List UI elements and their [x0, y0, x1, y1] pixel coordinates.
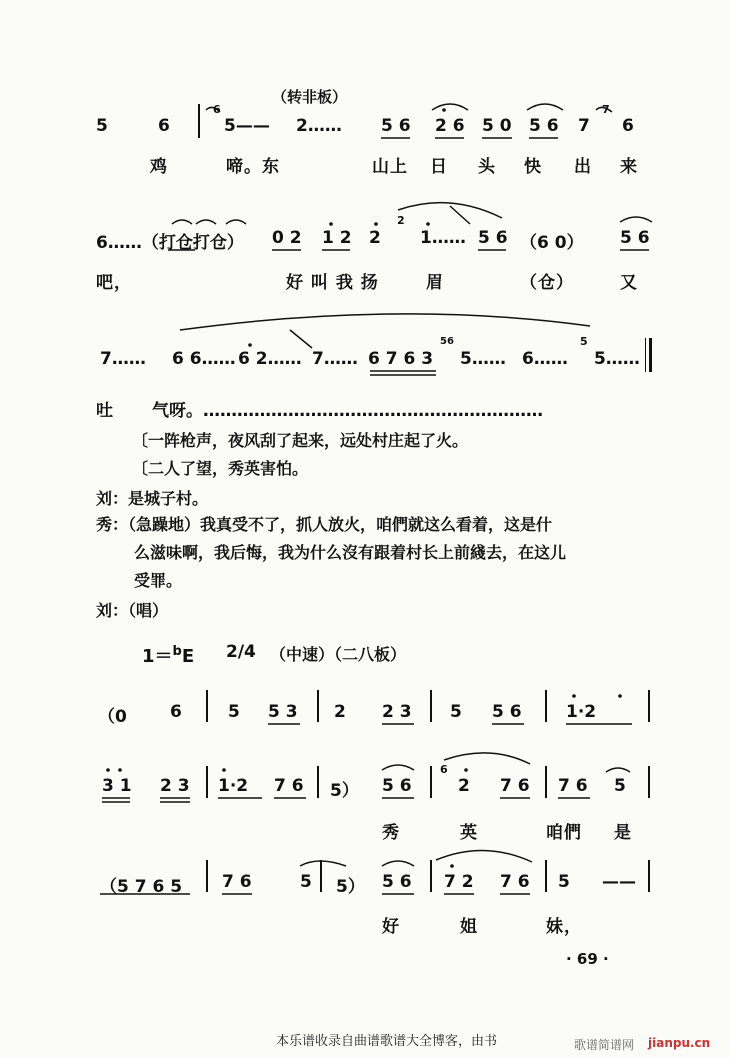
lyric-r5-3: 咱們 [546, 823, 582, 843]
note-r5-5: 5） [330, 781, 359, 801]
grace-note-r3-a: 56 [440, 336, 454, 347]
tempo-banshi: （中速）（二八板） [270, 645, 407, 664]
dialogue-liu-1: 刘：是城子村。 [96, 489, 209, 508]
dialogue-xiu-1c: 受罪。 [134, 571, 183, 590]
note-r4-8: 5 6 [492, 702, 522, 722]
slur [432, 104, 468, 110]
stage-direction-1: 〔一阵枪声，夜风刮了起来，远处村庄起了火。 [132, 431, 469, 450]
note-r4-1: （0 [98, 707, 127, 727]
lyric-r2-5: 又 [620, 273, 638, 293]
grace-note-r5: 6 [440, 763, 448, 776]
note-r1-2: 6 [158, 116, 170, 136]
note-r5-1: 3 1 [102, 776, 132, 796]
note-r5-4: 7 6 [274, 776, 304, 796]
grace-note-r1-a: 6 [213, 103, 221, 116]
lyric-r1-1: 鸡 [150, 157, 168, 177]
lyric-r3-2: 气呀。…………………………………………………… [152, 401, 543, 421]
note-r2-2: 0 2 [272, 228, 302, 248]
note-r6-1: （5 7 6 5 [100, 877, 183, 897]
note-r4-3: 5 [228, 702, 240, 722]
note-r3-6: 5…… [460, 349, 506, 369]
note-r1-7: 5 0 [482, 116, 512, 136]
note-r4-6: 2 3 [382, 702, 412, 722]
note-r3-3: 6 2…… [238, 349, 302, 369]
lyric-r1-8: 来 [620, 157, 638, 177]
note-r3-1: 7…… [100, 349, 146, 369]
note-r5-6: 5 6 [382, 776, 412, 796]
note-r2-4: 2 [369, 228, 381, 248]
note-r5-3: 1·2 [218, 776, 249, 796]
lyric-r1-3: 山上 [372, 157, 408, 177]
note-r4-4: 5 3 [268, 702, 298, 722]
page-number: · 69 · [566, 950, 609, 968]
watermark-site-url: jianpu.cn [648, 1036, 711, 1050]
lyric-r5-1: 秀 [382, 823, 400, 843]
lyric-r2-2: 好 叫 我 扬 [286, 273, 379, 293]
note-r5-7: 2 [458, 776, 470, 796]
note-r3-2: 6 6…… [172, 349, 236, 369]
note-r2-1: 6……（打仓打仓） [96, 233, 244, 253]
lyric-r5-2: 英 [460, 823, 478, 843]
note-r6-7: 7 6 [500, 872, 530, 892]
note-r6-3: 5 [300, 872, 312, 892]
note-r3-5: 6 7 6 3 [368, 349, 434, 369]
lyric-r1-6: 快 [524, 157, 542, 177]
note-r5-10: 5 [614, 776, 626, 796]
grace-note-r2: 2 [397, 214, 405, 227]
lyric-r2-4: （仓） [520, 273, 574, 293]
key-note: E [181, 646, 195, 667]
lyric-r3-1: 吐 [96, 401, 114, 421]
note-r4-9: 1·2 [566, 702, 597, 722]
dialogue-xiu-1a: 秀：（急躁地）我真受不了，抓人放火，咱們就这么看着，这是什 [96, 515, 553, 534]
note-r5-2: 2 3 [160, 776, 190, 796]
octave-dot [442, 108, 446, 112]
note-r1-3: 5—— [224, 116, 270, 136]
note-r3-8: 5…… [594, 349, 640, 369]
note-r2-5: 1…… [420, 228, 466, 248]
note-r1-1: 5 [96, 116, 108, 136]
note-r2-6: 5 6 [478, 228, 508, 248]
note-r6-2: 7 6 [222, 872, 252, 892]
note-r4-2: 6 [170, 702, 182, 722]
note-r2-7: （6 0） [520, 233, 584, 253]
stage-direction-2: 〔二人了望，秀英害怕。 [132, 459, 309, 478]
lyric-r1-2: 啼。东 [226, 157, 280, 177]
note-r2-3: 1 2 [322, 228, 352, 248]
time-signature: 2/4 [226, 642, 256, 662]
lyric-r2-1: 吧， [96, 273, 132, 293]
lyric-r1-4: 日 [430, 157, 448, 177]
note-r3-4: 7…… [312, 349, 358, 369]
note-r6-4: 5） [336, 877, 365, 897]
note-r1-9: 7 [578, 116, 590, 136]
note-r4-5: 2 [334, 702, 346, 722]
lyric-r6-1: 好 [382, 917, 400, 937]
dialogue-liu-2: 刘：（唱） [96, 601, 169, 620]
note-r5-8: 7 6 [500, 776, 530, 796]
grace-note-r3-b: 5 [580, 335, 588, 348]
note-r1-4: 2…… [296, 116, 342, 136]
note-r6-5: 5 6 [382, 872, 412, 892]
lyric-r6-2: 姐 [460, 917, 478, 937]
note-r1-5: 5 6 [381, 116, 411, 136]
note-r3-7: 6…… [522, 349, 568, 369]
lyric-r5-4: 是 [614, 823, 632, 843]
note-r6-9: —— [602, 872, 636, 892]
footer-source-text: 本乐谱收录自曲谱歌谱大全博客，由书 [276, 1034, 498, 1049]
lyric-r2-3: 眉 [426, 273, 444, 293]
tempo-marking-zhuanfeiban: （转非板） [272, 88, 348, 106]
grace-note-r1-b: 7 [602, 103, 610, 116]
note-r5-9: 7 6 [558, 776, 588, 796]
lyric-r1-5: 头 [478, 157, 496, 177]
dialogue-xiu-1b: 么滋味啊，我后悔，我为什么沒有跟着村长上前綫去，在这儿 [134, 543, 567, 562]
lyric-r6-3: 妹， [546, 917, 582, 937]
note-r2-8: 5 6 [620, 228, 650, 248]
key-flat: b [172, 644, 182, 659]
note-r6-8: 5 [558, 872, 570, 892]
note-r1-8: 5 6 [529, 116, 559, 136]
note-r1-6: 2 6 [435, 116, 465, 136]
note-r6-6: 7 2 [444, 872, 474, 892]
lyric-r1-7: 出 [574, 157, 592, 177]
key-prefix: 1＝ [142, 646, 173, 667]
note-r1-10: 6 [622, 116, 634, 136]
note-r4-7: 5 [450, 702, 462, 722]
watermark-site-name: 歌谱简谱网 [574, 1038, 635, 1052]
